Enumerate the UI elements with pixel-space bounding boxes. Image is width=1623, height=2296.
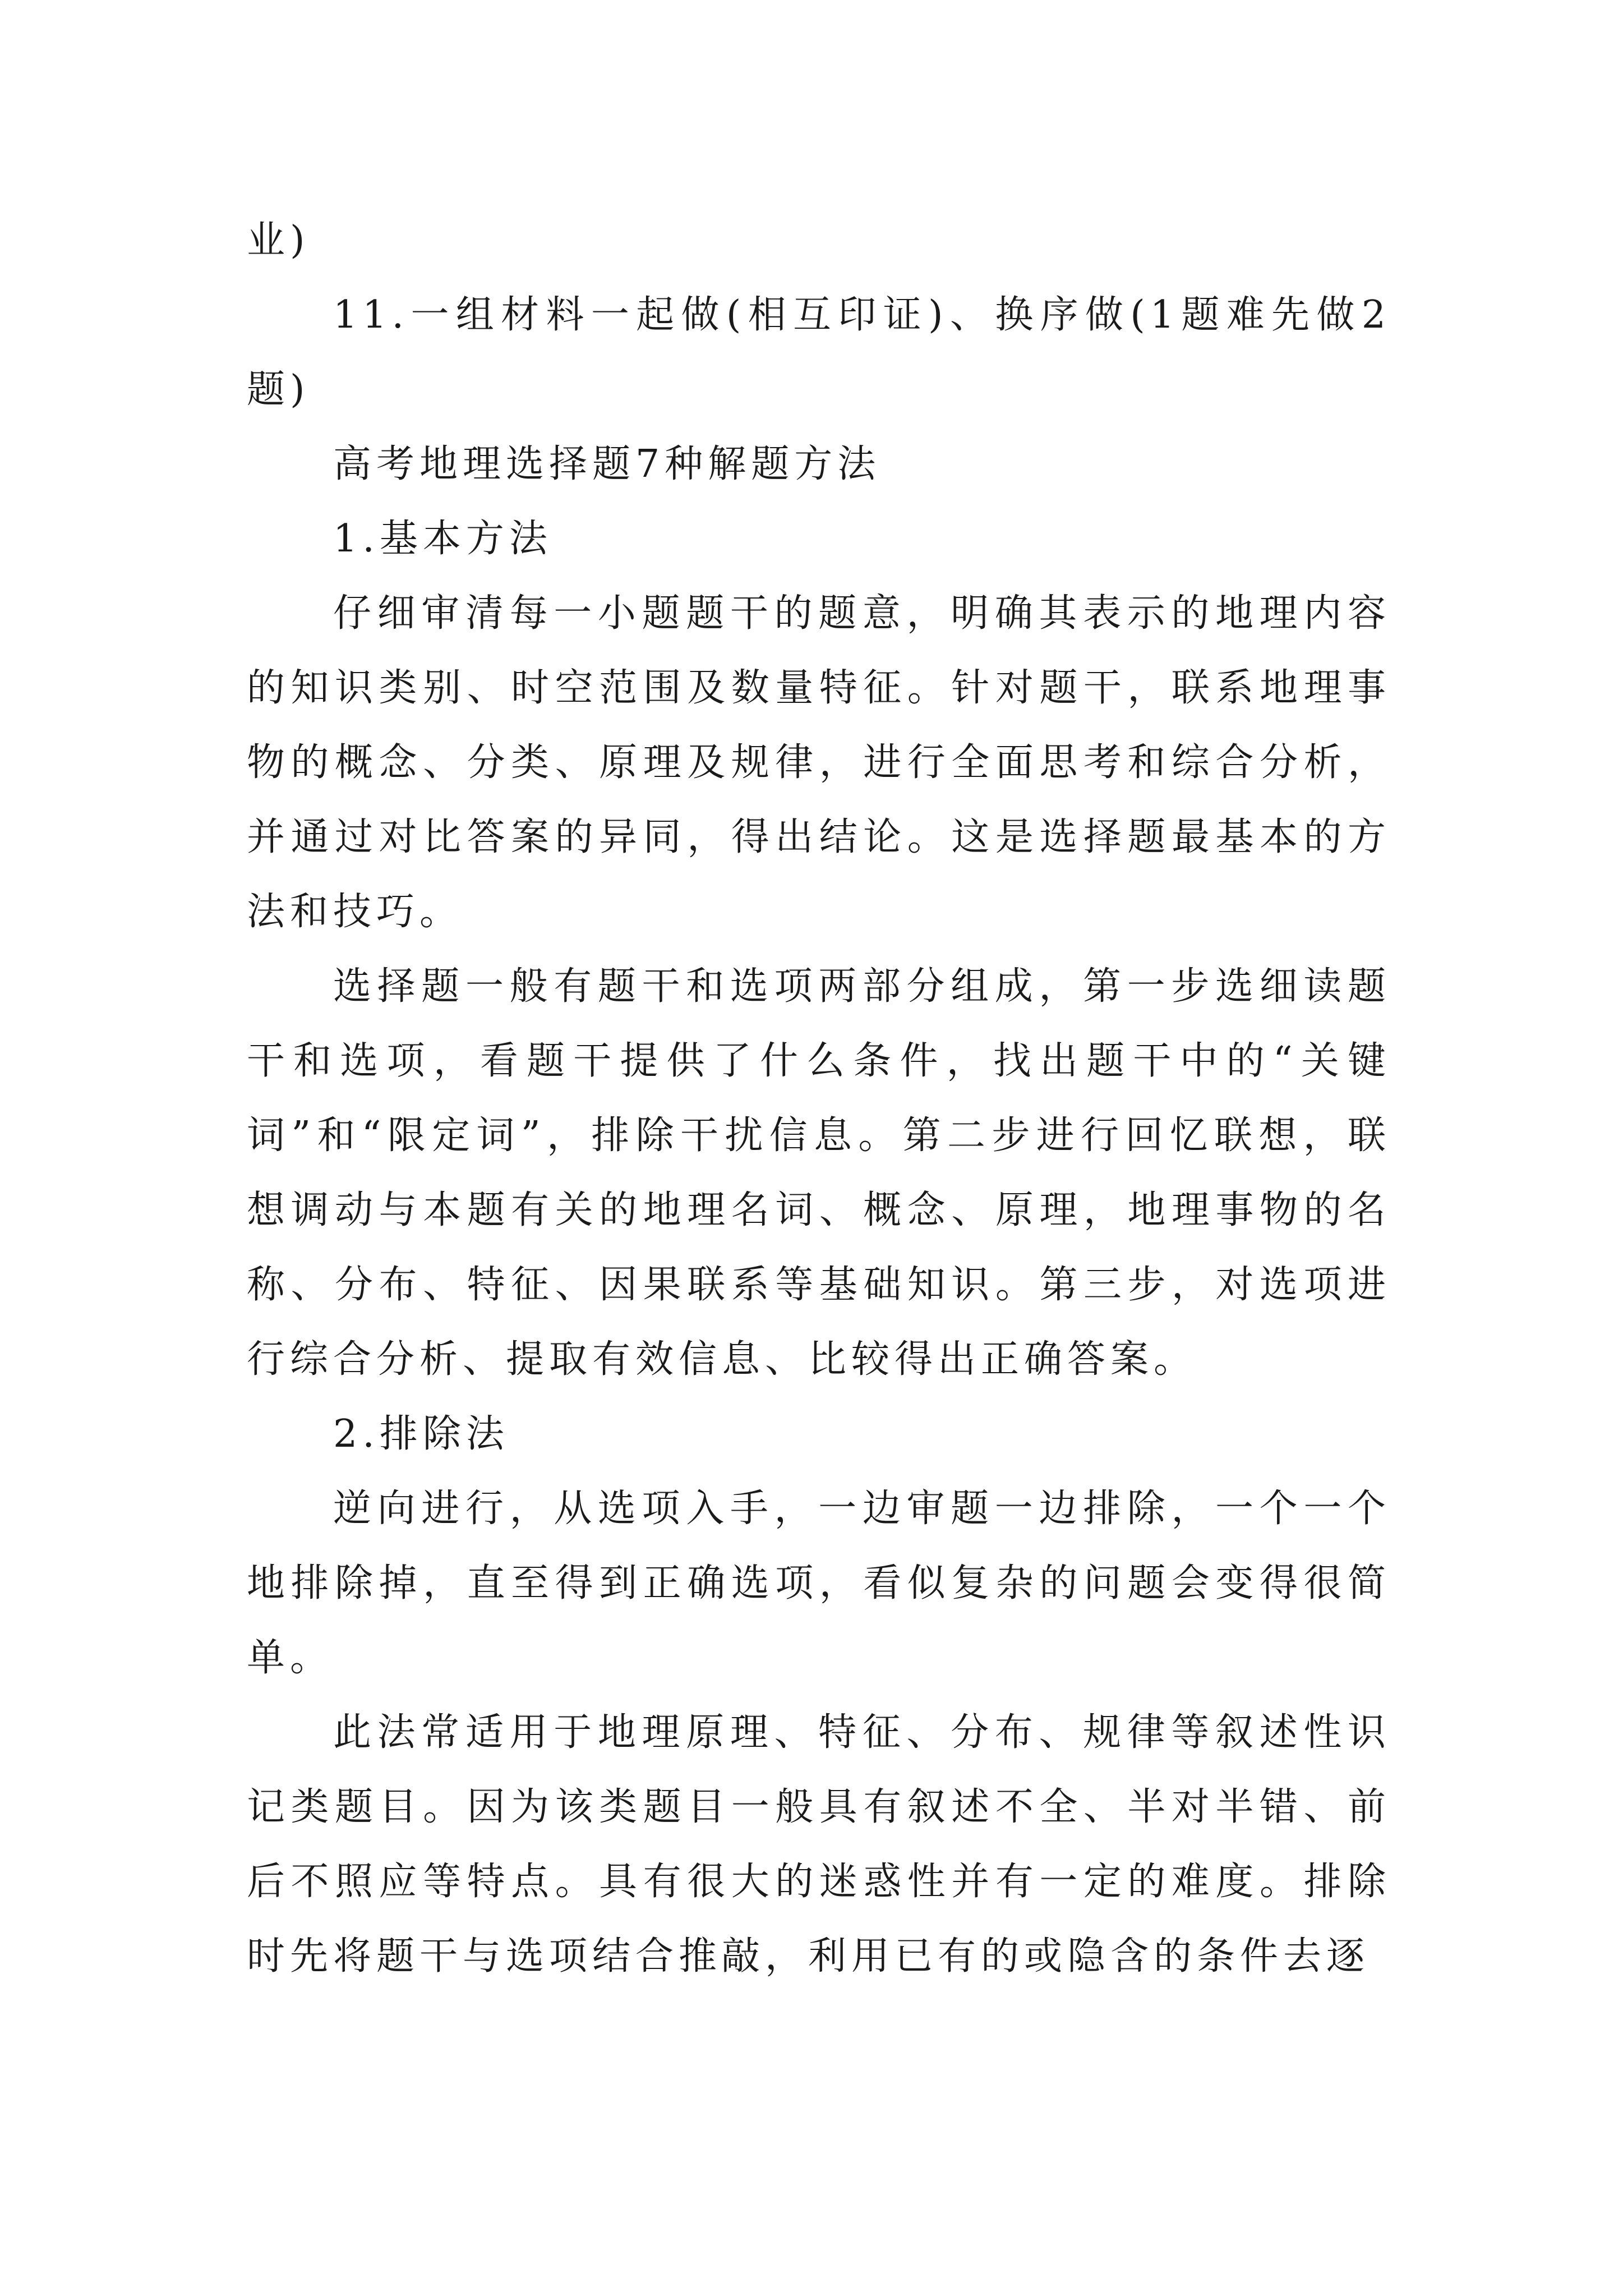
paragraph-elimination-usage: 此法常适用于地理原理、特征、分布、规律等叙述性识记类题目。因为该类题目一般具有叙述不全、半对半错、前后不照应等特点。具有很大的迷惑性并有一定的难度。排除时先将题干与选项结合推敲，利用已有的或隐含的条件去逐 <box>247 1710 1391 1978</box>
paragraph-steps: 选择题一般有题干和选项两部分组成，第一步选细读题干和选项，看题干提供了什么条件，找出题干中的“关键词”和“限定词”，排除干扰信息。第二步进行回忆联想，联想调动与本题有关的地理名词、概念、原理，地理事物的名称、分布、特征、因果联系等基础知识。第三步，对选项进行综合分析、提取有效信息、比较得出正确答案。 <box>247 964 1391 1382</box>
section-title: 高考地理选择题7种解题方法 <box>333 442 881 486</box>
paragraph-continuation: 业) <box>247 218 310 263</box>
heading-elimination: 2.排除法 <box>333 1412 509 1456</box>
list-item-11: 11.一组材料一起做(相互印证)、换序做(1题难先做2题) <box>247 293 1391 412</box>
paragraph-elimination: 逆向进行，从选项入手，一边审题一边排除，一个一个地排除掉，直至得到正确选项，看似复杂的问题会变得很简单。 <box>247 1487 1391 1680</box>
paragraph-basic-method: 仔细审清每一小题题干的题意，明确其表示的地理内容的知识类别、时空范围及数量特征。针对题干，联系地理事物的概念、分类、原理及规律，进行全面思考和综合分析，并通过对比答案的异同，得出结论。这是选择题最基本的方法和技巧。 <box>247 591 1391 934</box>
document-text <box>247 203 1391 1994</box>
heading-basic-method: 1.基本方法 <box>333 517 552 561</box>
